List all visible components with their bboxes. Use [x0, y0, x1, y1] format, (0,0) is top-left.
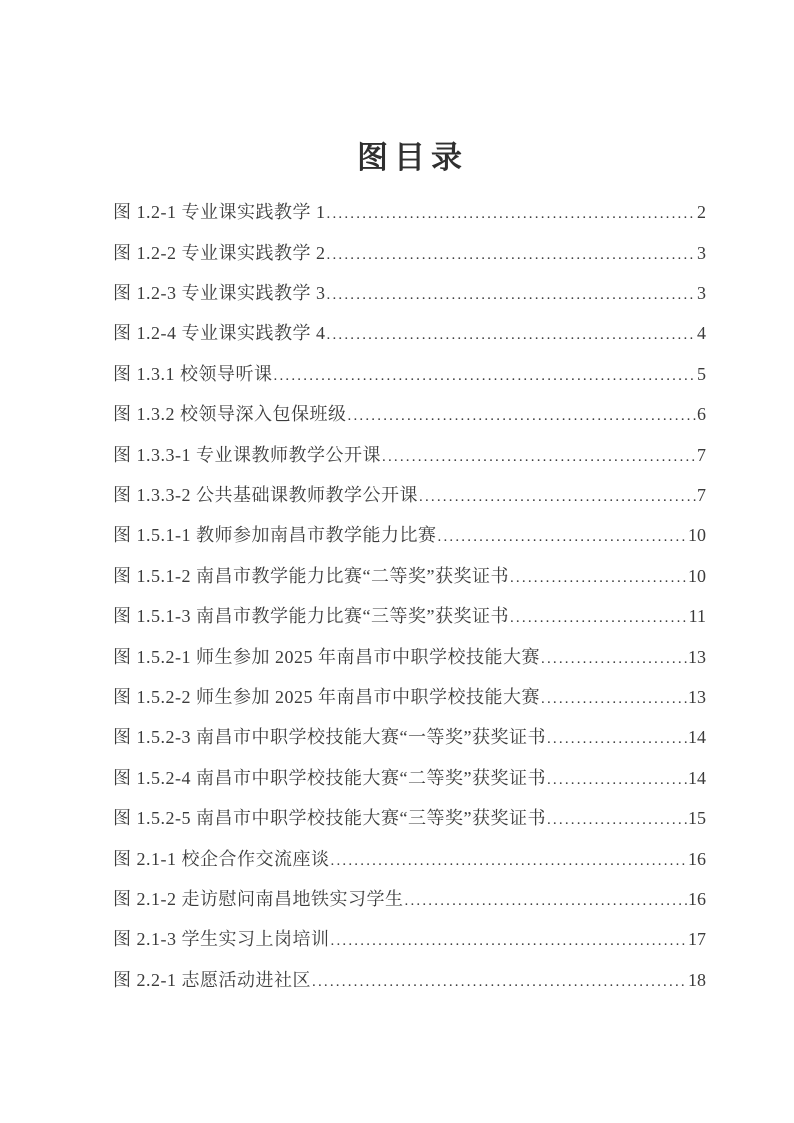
toc-entry-label: 图 1.5.1-1 教师参加南昌市教学能力比赛	[113, 525, 437, 546]
toc-entry-label: 图 2.1-1 校企合作交流座谈	[113, 848, 330, 869]
toc-entry[interactable]	[113, 919, 706, 959]
toc-dot-leader	[312, 962, 687, 1002]
toc-entry[interactable]	[113, 596, 706, 636]
toc-dot-leader	[541, 639, 687, 679]
toc-page-number: 4	[697, 323, 706, 344]
toc-entry-label: 图 2.1-2 走访慰问南昌地铁实习学生	[113, 888, 404, 909]
toc-dot-leader	[541, 679, 687, 719]
toc-dot-leader	[510, 598, 688, 638]
toc-entry-label: 图 1.5.2-2 师生参加 2025 年南昌市中职学校技能大赛	[113, 686, 540, 707]
toc-entry[interactable]	[113, 354, 706, 394]
toc-page-number: 13	[688, 686, 706, 707]
toc-dot-leader	[327, 194, 697, 234]
toc-entry-label: 图 2.1-3 学生实习上岗培训	[113, 929, 330, 950]
toc-entry-label: 图 1.2-2 专业课实践教学 2	[113, 242, 326, 263]
toc-page-number: 3	[697, 283, 706, 304]
toc-dot-leader	[348, 396, 697, 436]
toc-dot-leader	[438, 517, 688, 557]
toc-page-number: 16	[688, 848, 706, 869]
toc-page-number: 5	[697, 363, 706, 384]
toc-page-number: 7	[697, 485, 706, 506]
toc-dot-leader	[419, 477, 696, 517]
toc-entry[interactable]	[113, 394, 706, 434]
toc-entry[interactable]	[113, 637, 706, 677]
toc-entry[interactable]	[113, 677, 706, 717]
toc-entry[interactable]	[113, 313, 706, 353]
toc-entry[interactable]	[113, 758, 706, 798]
toc-dot-leader	[405, 881, 688, 921]
toc-page-number: 10	[688, 525, 706, 546]
toc-entry[interactable]	[113, 556, 706, 596]
toc-entry[interactable]	[113, 879, 706, 919]
toc-entry-label: 图 1.2-3 专业课实践教学 3	[113, 283, 326, 304]
toc-dot-leader	[327, 315, 697, 355]
toc-dot-leader	[510, 558, 687, 598]
toc-entry[interactable]	[113, 475, 706, 515]
toc-entry-label: 图 1.3.3-1 专业课教师教学公开课	[113, 444, 381, 465]
toc-dot-leader	[327, 275, 697, 315]
toc-entry[interactable]	[113, 192, 706, 232]
toc-entry-label: 图 1.5.2-3 南昌市中职学校技能大赛“一等奖”获奖证书	[113, 727, 546, 748]
toc-page-number: 6	[697, 404, 706, 425]
toc-entry-label: 图 1.5.2-5 南昌市中职学校技能大赛“三等奖”获奖证书	[113, 808, 546, 829]
toc-entry-label: 图 1.5.2-4 南昌市中职学校技能大赛“二等奖”获奖证书	[113, 767, 546, 788]
toc-page-number: 10	[688, 565, 706, 586]
toc-page-number: 14	[688, 727, 706, 748]
toc-dot-leader	[547, 800, 687, 840]
toc-page-number: 3	[697, 242, 706, 263]
toc-entry[interactable]	[113, 435, 706, 475]
toc-page-number: 15	[688, 808, 706, 829]
toc-entry[interactable]	[113, 273, 706, 313]
toc-page-number: 18	[688, 969, 706, 990]
toc-entry-label: 图 1.5.1-3 南昌市教学能力比赛“三等奖”获奖证书	[113, 606, 509, 627]
toc-page-number: 13	[688, 646, 706, 667]
toc-page-number: 17	[688, 929, 706, 950]
toc-entry[interactable]	[113, 515, 706, 555]
toc-entry-label: 图 1.2-1 专业课实践教学 1	[113, 202, 326, 223]
toc-dot-leader	[327, 235, 697, 275]
toc-dot-leader	[274, 356, 697, 396]
toc-entry[interactable]	[113, 233, 706, 273]
page-title: 图目录	[357, 140, 468, 175]
figure-toc	[113, 192, 706, 1000]
toc-page-number: 16	[688, 888, 706, 909]
toc-dot-leader	[382, 437, 696, 477]
toc-entry[interactable]	[113, 960, 706, 1000]
toc-entry-label: 图 2.2-1 志愿活动进社区	[113, 969, 311, 990]
toc-entry-label: 图 1.3.3-2 公共基础课教师教学公开课	[113, 485, 418, 506]
toc-entry-label: 图 1.3.2 校领导深入包保班级	[113, 404, 347, 425]
toc-entry-label: 图 1.5.1-2 南昌市教学能力比赛“二等奖”获奖证书	[113, 565, 509, 586]
toc-dot-leader	[331, 921, 688, 961]
toc-entry-label: 图 1.3.1 校领导听课	[113, 363, 273, 384]
toc-entry-label: 图 1.2-4 专业课实践教学 4	[113, 323, 326, 344]
toc-entry[interactable]	[113, 798, 706, 838]
toc-dot-leader	[547, 719, 687, 759]
toc-page-number: 14	[688, 767, 706, 788]
toc-entry[interactable]	[113, 717, 706, 757]
toc-page-number: 2	[697, 202, 706, 223]
toc-dot-leader	[547, 760, 687, 800]
toc-entry[interactable]	[113, 839, 706, 879]
toc-entry-label: 图 1.5.2-1 师生参加 2025 年南昌市中职学校技能大赛	[113, 646, 540, 667]
toc-page-number: 7	[697, 444, 706, 465]
toc-dot-leader	[331, 841, 688, 881]
toc-page-number: 11	[688, 606, 706, 627]
